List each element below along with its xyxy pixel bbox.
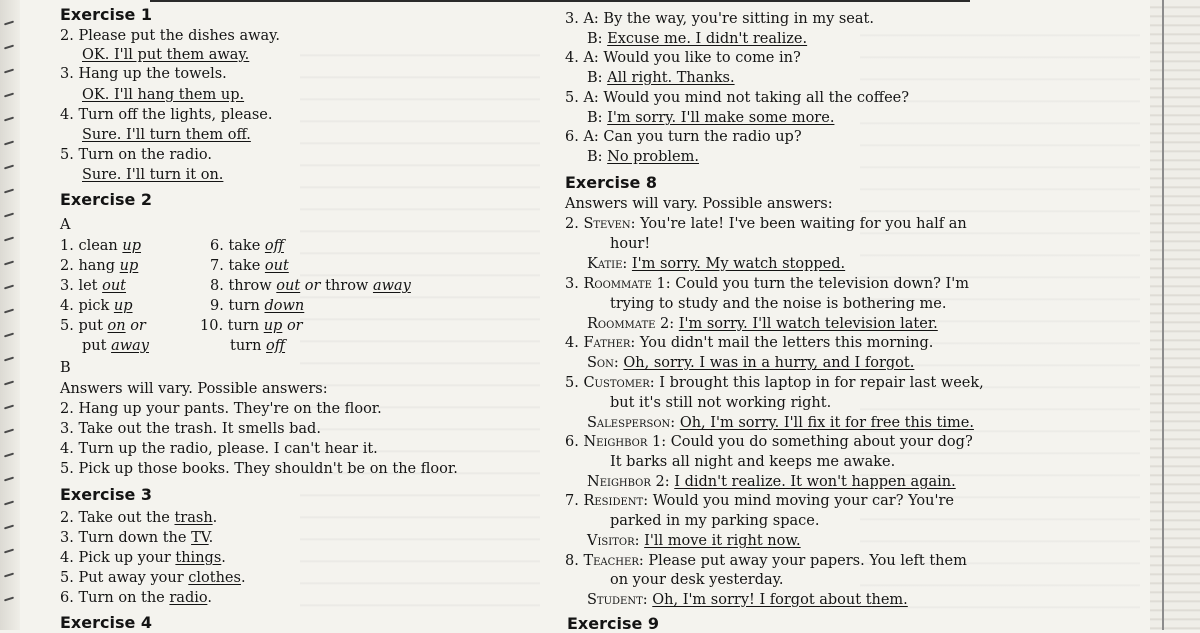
ex8-dialog-6-line-2: It barks all night and keeps me awake. (610, 454, 896, 470)
ex2b-item-5: 5. Pick up those books. They shouldn't be on the floor. (60, 461, 458, 477)
ex7-item-3-q: 3. A: By the way, you're sitting in my seat. (565, 11, 874, 27)
ex7-item-3-a: B: Excuse me. I didn't realize. (587, 31, 808, 47)
ex3-item-6: 6. Turn on the radio. (60, 590, 212, 606)
ex8-dialog-5-line-1: 5. Customer: I brought this laptop in for repair last week, (565, 375, 984, 391)
ex2a-item-3: 3. let out (60, 278, 127, 294)
ex8-dialog-2-line-1: 2. Steven: You're late! I've been waiting for you half an (565, 216, 967, 232)
exercise-3-heading: Exercise 3 (60, 485, 153, 504)
ex1-item-5-prompt: 5. Turn on the radio. (60, 147, 212, 163)
ex2a-item-2: 2. hang up (60, 258, 139, 274)
ex2-part-b-label: B (60, 360, 71, 376)
ex7-item-5-q: 5. A: Would you mind not taking all the coffee? (565, 90, 910, 106)
ex8-dialog-4-line-1: 4. Father: You didn't mail the letters this morning. (565, 335, 934, 351)
ex8-dialog-3-answer: Roommate 2: I'm sorry. I'll watch television later. (587, 316, 938, 332)
bleed-through-texture (300, 40, 540, 620)
ex8-dialog-3-line-2: trying to study and the noise is bothering me. (610, 296, 947, 312)
ex1-item-3-prompt: 3. Hang up the towels. (60, 66, 227, 82)
ex7-item-6-a: B: No problem. (587, 149, 699, 165)
exercise-8-heading: Exercise 8 (565, 173, 658, 192)
ex2-part-a-label: A (60, 217, 71, 233)
ex8-dialog-8-line-2: on your desk yesterday. (610, 572, 784, 588)
ex1-item-5-answer: Sure. I'll turn it on. (82, 167, 224, 183)
ex2a-item-8: 8. throw out or throw away (210, 278, 411, 294)
ex7-item-4-q: 4. A: Would you like to come in? (565, 50, 801, 66)
ex8-dialog-7-line-2: parked in my parking space. (610, 513, 820, 529)
ex8-dialog-5-answer: Salesperson: Oh, I'm sorry. I'll fix it for free this time. (587, 415, 974, 431)
ex3-item-4: 4. Pick up your things. (60, 550, 226, 566)
ex2b-item-4: 4. Turn up the radio, please. I can't hear it. (60, 441, 378, 457)
ex2a-item-10: 10. turn up or (200, 318, 303, 334)
spiral-binding (0, 0, 20, 630)
ex7-item-6-q: 6. A: Can you turn the radio up? (565, 129, 802, 145)
ex3-item-5: 5. Put away your clothes. (60, 570, 246, 586)
ex2a-item-4: 4. pick up (60, 298, 133, 314)
ex8-dialog-5-line-2: but it's still not working right. (610, 395, 832, 411)
ex2a-item-6: 6. take off (210, 238, 284, 254)
ex2a-item-9: 9. turn down (210, 298, 305, 314)
ex2a-item-1: 1. clean up (60, 238, 142, 254)
ex8-dialog-7-line-1: 7. Resident: Would you mind moving your car? You're (565, 493, 955, 509)
ex1-item-4-answer: Sure. I'll turn them off. (82, 127, 251, 143)
ex8-dialog-2-line-2: hour! (610, 236, 651, 252)
ex8-dialog-8-line-1: 8. Teacher: Please put away your papers. You left them (565, 553, 967, 569)
ex8-dialog-6-line-1: 6. Neighbor 1: Could you do something about your dog? (565, 434, 973, 450)
ex2a-item-5: 5. put on or (60, 318, 146, 334)
top-rule (150, 0, 970, 2)
ex2a-item-5-cont: put away (82, 338, 149, 354)
exercise-9-heading: Exercise 9 (567, 614, 660, 633)
ex1-item-2-prompt: 2. Please put the dishes away. (60, 28, 281, 44)
ex1-item-4-prompt: 4. Turn off the lights, please. (60, 107, 273, 123)
ex2a-item-10-cont: turn off (230, 338, 286, 354)
ex1-item-3-answer: OK. I'll hang them up. (82, 87, 245, 103)
exercise-4-heading: Exercise 4 (60, 613, 153, 632)
ex1-item-2-answer: OK. I'll put them away. (82, 47, 250, 63)
ex8-dialog-2-answer: Katie: I'm sorry. My watch stopped. (587, 256, 846, 272)
ex2b-item-2: 2. Hang up your pants. They're on the floor. (60, 401, 382, 417)
ex2b-item-3: 3. Take out the trash. It smells bad. (60, 421, 321, 437)
ex8-dialog-6-answer: Neighbor 2: I didn't realize. It won't happen again. (587, 474, 956, 490)
ex3-item-2: 2. Take out the trash. (60, 510, 218, 526)
ex7-item-5-a: B: I'm sorry. I'll make some more. (587, 110, 835, 126)
page-edge (1150, 0, 1200, 630)
ex8-dialog-3-line-1: 3. Roommate 1: Could you turn the television down? I'm (565, 276, 970, 292)
ex3-item-3: 3. Turn down the TV. (60, 530, 214, 546)
ex2b-intro: Answers will vary. Possible answers: (60, 381, 328, 397)
ex8-intro: Answers will vary. Possible answers: (565, 196, 833, 212)
exercise-2-heading: Exercise 2 (60, 190, 153, 209)
ex8-dialog-8-answer: Student: Oh, I'm sorry! I forgot about them. (587, 592, 908, 608)
ex8-dialog-7-answer: Visitor: I'll move it right now. (587, 533, 801, 549)
ex2a-item-7: 7. take out (210, 258, 289, 274)
ex7-item-4-a: B: All right. Thanks. (587, 70, 735, 86)
ex8-dialog-4-answer: Son: Oh, sorry. I was in a hurry, and I forgot. (587, 355, 915, 371)
exercise-1-heading: Exercise 1 (60, 5, 153, 24)
